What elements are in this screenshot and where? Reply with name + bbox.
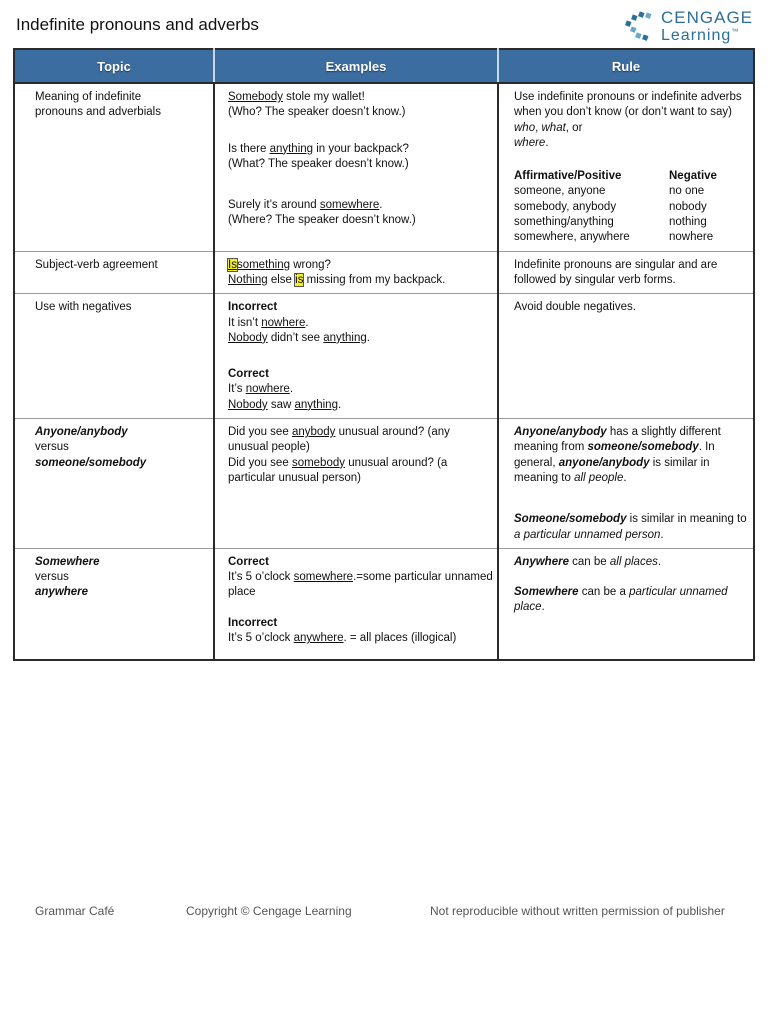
affirmative-negative-list: Affirmative/Positive Negative someone, anyone no one somebody, anybody nobody something/anything nothing somewhere, anywhere nowhere <box>514 170 717 244</box>
rule-cell: Indefinite pronouns are singular and are followed by singular verb forms. <box>498 251 754 294</box>
examples-cell: Incorrect It isn’t nowhere. Nobody didn’t see anything. Correct It’s nowhere. Nobody saw anything. <box>214 294 498 419</box>
topic-cell: Somewhere versus anywhere <box>14 548 214 660</box>
cengage-logo <box>622 6 757 46</box>
topic-cell: Meaning of indefinite pronouns and adverbials <box>14 83 214 251</box>
examples-cell: Issomething wrong? Nothing else is missing from my backpack. <box>214 251 498 294</box>
table-row <box>14 83 754 251</box>
negative-heading: Negative <box>669 170 717 183</box>
examples-cell: Somebody stole my wallet! (Who? The speaker doesn’t know.) Is there anything in your backpack? (What? The speaker doesn’t know.) Surely it’s around somewhere. (Where? The speaker doesn’t know.) <box>214 83 498 251</box>
header-topic: Topic <box>14 49 214 83</box>
examples-cell: Did you see anybody unusual around? (any unusual people) Did you see somebody unusual around? (a particular unusual person) <box>214 419 498 549</box>
header-examples: Examples <box>214 49 498 83</box>
header-rule: Rule <box>498 49 754 83</box>
footer-permission: Not reproducible without written permission of publisher <box>430 904 725 918</box>
table-row <box>14 251 754 294</box>
topic-cell: Use with negatives <box>14 294 214 419</box>
footer-copyright: Copyright © Cengage Learning <box>186 904 352 918</box>
examples-cell: Correct It’s 5 o’clock somewhere.=some particular unnamed place Incorrect It’s 5 o’clock anywhere. = all places (illogical) <box>214 548 498 660</box>
logo-text-cengage: CENGAGE <box>661 8 754 27</box>
table-row <box>14 419 754 549</box>
cengage-logo-icon <box>622 8 656 42</box>
pronoun-rules-table <box>13 48 755 661</box>
topic-cell: Subject-verb agreement <box>14 251 214 294</box>
topic-cell: Anyone/anybody versus someone/somebody <box>14 419 214 549</box>
affirmative-heading: Affirmative/Positive <box>514 170 622 183</box>
footer-left: Grammar Café <box>35 904 115 918</box>
logo-text-learning: Learning™ <box>661 27 740 44</box>
rule-cell: Anywhere can be all places. Somewhere can be a particular unnamed place. <box>498 548 754 660</box>
rule-cell: Use indefinite pronouns or indefinite adverbs when you don’t know (or don’t want to say) who, what, or where. Affirmative/Positive Negative someone, anyone no one somebody, anybody nobody something/anything nothing somewhere, anywhere nowhere <box>498 83 754 251</box>
table-header-row <box>14 49 754 83</box>
table-row <box>14 548 754 660</box>
page-title: Indefinite pronouns and adverbs <box>16 15 259 34</box>
rule-cell: Avoid double negatives. <box>498 294 754 419</box>
table-row <box>14 294 754 419</box>
rule-cell: Anyone/anybody has a slightly different meaning from someone/somebody. In general, anyone/anybody is similar in meaning to all people. Someone/somebody is similar in meaning to a particular unnamed person. <box>498 419 754 549</box>
